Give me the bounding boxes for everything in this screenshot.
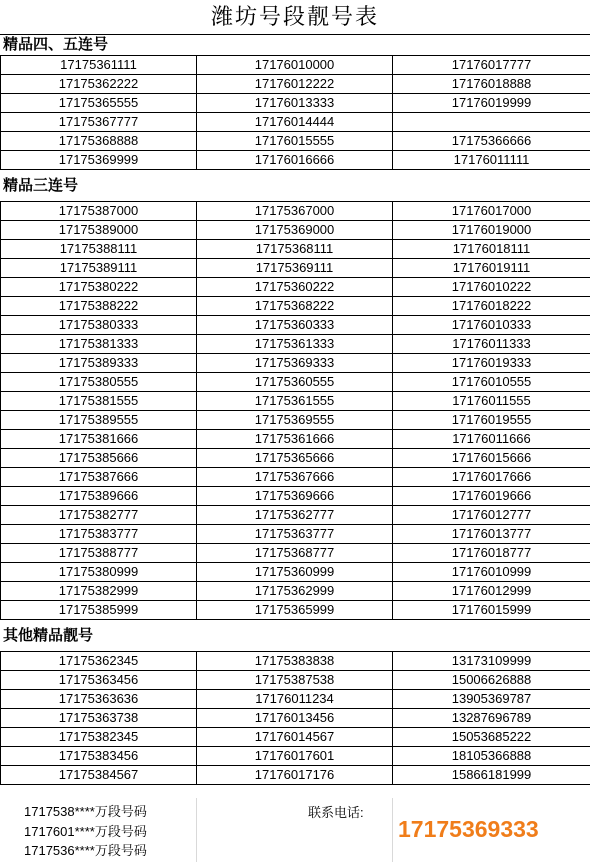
phone-number-cell: 17176017601 <box>197 747 393 766</box>
table-four-five <box>0 55 590 170</box>
table-row <box>1 506 590 525</box>
phone-number-cell: 17175383838 <box>197 652 393 671</box>
table-row <box>1 525 590 544</box>
phone-number-cell: 17176011333 <box>393 335 590 354</box>
phone-number-cell: 13287696789 <box>393 709 590 728</box>
phone-number-cell: 17175381666 <box>1 430 197 449</box>
phone-number-cell: 17176010000 <box>197 56 393 75</box>
phone-number-cell: 17176017666 <box>393 468 590 487</box>
phone-number-cell: 17175369000 <box>197 221 393 240</box>
phone-number-cell: 17175389000 <box>1 221 197 240</box>
phone-number-cell: 17175387000 <box>1 202 197 221</box>
phone-number-cell: 17175383777 <box>1 525 197 544</box>
phone-number-cell: 17176011111 <box>393 151 590 170</box>
phone-number-cell: 17176019666 <box>393 487 590 506</box>
phone-number-cell: 17176010333 <box>393 316 590 335</box>
phone-number-cell: 17175360555 <box>197 373 393 392</box>
table-row <box>1 544 590 563</box>
phone-number-cell: 15006626888 <box>393 671 590 690</box>
phone-number-cell: 17176015666 <box>393 449 590 468</box>
phone-number-cell: 17176010999 <box>393 563 590 582</box>
phone-number-cell: 17175368222 <box>197 297 393 316</box>
phone-number-cell: 15053685222 <box>393 728 590 747</box>
phone-number-cell: 17176018777 <box>393 544 590 563</box>
phone-number-cell: 17175369111 <box>197 259 393 278</box>
phone-number-cell: 17175361111 <box>1 56 197 75</box>
phone-number-cell: 17175384567 <box>1 766 197 785</box>
phone-number-cell: 17176010555 <box>393 373 590 392</box>
phone-number-cell: 17175363456 <box>1 671 197 690</box>
table-row <box>1 690 590 709</box>
phone-number-cell: 17176014567 <box>197 728 393 747</box>
phone-number-cell: 17176015999 <box>393 601 590 620</box>
table-row <box>1 563 590 582</box>
phone-number-cell: 17175360222 <box>197 278 393 297</box>
table-row <box>1 601 590 620</box>
phone-number-cell: 17176019111 <box>393 259 590 278</box>
footer-line: 1717601****万段号码 <box>24 824 147 839</box>
table-row <box>1 392 590 411</box>
phone-number-cell: 17176018111 <box>393 240 590 259</box>
phone-number-cell: 17176016666 <box>197 151 393 170</box>
phone-number-cell: 17175368888 <box>1 132 197 151</box>
phone-number-cell: 17175383456 <box>1 747 197 766</box>
phone-number-cell: 17175388777 <box>1 544 197 563</box>
phone-number-cell: 17175382999 <box>1 582 197 601</box>
phone-number-cell: 17175382777 <box>1 506 197 525</box>
phone-number-cell: 17176013456 <box>197 709 393 728</box>
table-row <box>1 354 590 373</box>
phone-number-cell: 17176011555 <box>393 392 590 411</box>
phone-number-cell: 17175389333 <box>1 354 197 373</box>
phone-number-cell: 17175365999 <box>197 601 393 620</box>
table-row <box>1 151 590 170</box>
table-row <box>1 259 590 278</box>
phone-number-cell: 17175369999 <box>1 151 197 170</box>
table-row <box>1 652 590 671</box>
phone-number-cell: 17175367000 <box>197 202 393 221</box>
phone-number-cell: 17176017000 <box>393 202 590 221</box>
phone-number-cell: 17176010222 <box>393 278 590 297</box>
phone-number-cell: 17175361555 <box>197 392 393 411</box>
phone-number-cell: 17176013777 <box>393 525 590 544</box>
table-row <box>1 335 590 354</box>
sheet-title: 潍坊号段靓号表 <box>210 4 379 29</box>
contact-label: 联系电话: <box>308 805 364 820</box>
phone-number-cell: 17175363636 <box>1 690 197 709</box>
table-row <box>1 487 590 506</box>
phone-number-cell: 17175365666 <box>197 449 393 468</box>
table-other <box>0 651 590 785</box>
phone-number-cell: 17176018222 <box>393 297 590 316</box>
phone-number-cell: 15866181999 <box>393 766 590 785</box>
phone-number-cell: 17175388222 <box>1 297 197 316</box>
phone-number-cell: 17176011234 <box>197 690 393 709</box>
phone-number-cell: 17175380999 <box>1 563 197 582</box>
phone-number-cell: 13173109999 <box>393 652 590 671</box>
phone-number-cell: 17175365555 <box>1 94 197 113</box>
phone-number-cell: 17175369333 <box>197 354 393 373</box>
phone-number-cell: 17176019999 <box>393 94 590 113</box>
phone-number-cell: 17175387538 <box>197 671 393 690</box>
phone-number-cell: 17175382345 <box>1 728 197 747</box>
grid-line <box>196 798 197 862</box>
phone-number-cell: 17175360333 <box>197 316 393 335</box>
phone-number-cell: 17175389666 <box>1 487 197 506</box>
phone-number-cell: 17175361333 <box>197 335 393 354</box>
phone-number-cell: 17175380222 <box>1 278 197 297</box>
table-row <box>1 582 590 601</box>
table-row <box>1 766 590 785</box>
table-row <box>1 202 590 221</box>
phone-number-cell: 17176011666 <box>393 430 590 449</box>
phone-number-cell: 17176018888 <box>393 75 590 94</box>
section-heading-three: 精品三连号 <box>3 177 79 194</box>
table-row <box>1 728 590 747</box>
phone-number-cell: 17176014444 <box>197 113 393 132</box>
phone-number-cell: 17176015555 <box>197 132 393 151</box>
phone-number-cell: 17175380333 <box>1 316 197 335</box>
phone-number-cell: 17176012222 <box>197 75 393 94</box>
table-row <box>1 449 590 468</box>
phone-number-cell: 17175381333 <box>1 335 197 354</box>
phone-number-cell: 17175385999 <box>1 601 197 620</box>
phone-number-cell: 17176012777 <box>393 506 590 525</box>
phone-number-cell: 17175361666 <box>197 430 393 449</box>
footer-line: 1717538****万段号码 <box>24 804 147 819</box>
phone-number-cell: 17176019333 <box>393 354 590 373</box>
grid-line <box>392 798 393 862</box>
phone-number-cell: 17175360999 <box>197 563 393 582</box>
phone-number-cell: 17175381555 <box>1 392 197 411</box>
phone-number-cell: 17175380555 <box>1 373 197 392</box>
section-heading-other: 其他精品靓号 <box>3 627 94 644</box>
phone-number-cell: 17175369555 <box>197 411 393 430</box>
phone-number-cell: 17175363777 <box>197 525 393 544</box>
footer-line: 1717536****万段号码 <box>24 843 147 858</box>
table-row <box>1 671 590 690</box>
phone-number-cell: 13905369787 <box>393 690 590 709</box>
table-row <box>1 75 590 94</box>
phone-number-cell: 17175368111 <box>197 240 393 259</box>
phone-number-cell: 17176019555 <box>393 411 590 430</box>
phone-number-cell: 17175362345 <box>1 652 197 671</box>
phone-number-cell: 17175385666 <box>1 449 197 468</box>
phone-number-cell: 17175369666 <box>197 487 393 506</box>
phone-number-cell: 17175362777 <box>197 506 393 525</box>
section-heading-four-five: 精品四、五连号 <box>3 36 109 53</box>
phone-number-cell: 17175387666 <box>1 468 197 487</box>
phone-number-cell: 17175389555 <box>1 411 197 430</box>
phone-number-cell: 17176013333 <box>197 94 393 113</box>
phone-number-cell: 17176017176 <box>197 766 393 785</box>
table-row <box>1 747 590 766</box>
phone-number-cell: 17175363738 <box>1 709 197 728</box>
phone-number-cell: 17175362999 <box>197 582 393 601</box>
table-three <box>0 201 590 620</box>
phone-number-cell: 17175389111 <box>1 259 197 278</box>
phone-number-cell: 17175367666 <box>197 468 393 487</box>
phone-number-cell: 18105366888 <box>393 747 590 766</box>
phone-number-cell: 17176012999 <box>393 582 590 601</box>
phone-number-cell: 17175366666 <box>393 132 590 151</box>
table-row <box>1 373 590 392</box>
phone-number-cell <box>393 113 590 132</box>
phone-number-cell: 17176019000 <box>393 221 590 240</box>
table-row <box>1 278 590 297</box>
table-row <box>1 94 590 113</box>
phone-number-cell: 17175367777 <box>1 113 197 132</box>
table-row <box>1 113 590 132</box>
phone-number-cell: 17175368777 <box>197 544 393 563</box>
table-row <box>1 297 590 316</box>
phone-number-cell: 17175362222 <box>1 75 197 94</box>
table-row <box>1 240 590 259</box>
phone-number-cell: 17176017777 <box>393 56 590 75</box>
contact-phone: 17175369333 <box>398 816 539 842</box>
table-row <box>1 221 590 240</box>
table-row <box>1 132 590 151</box>
table-row <box>1 316 590 335</box>
table-row <box>1 411 590 430</box>
table-row <box>1 709 590 728</box>
table-row <box>1 430 590 449</box>
table-row <box>1 56 590 75</box>
phone-number-cell: 17175388111 <box>1 240 197 259</box>
table-row <box>1 468 590 487</box>
